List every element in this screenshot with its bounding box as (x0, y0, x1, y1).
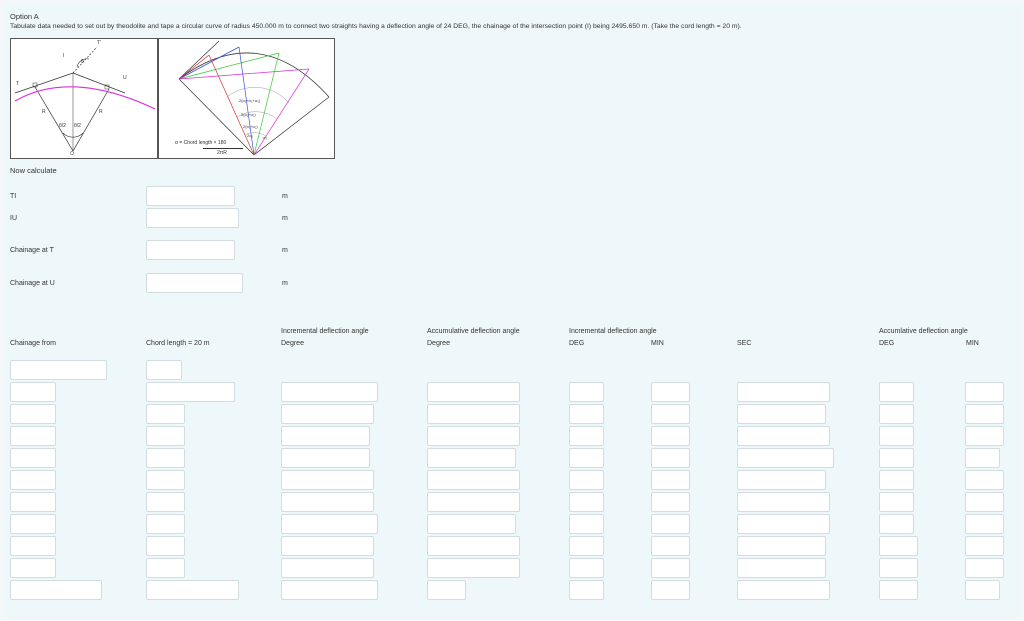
label-t: T (16, 81, 20, 87)
angle-label-4: 2α₁ (247, 133, 253, 138)
calculate-heading: Now calculate (10, 166, 57, 175)
iu-input[interactable] (146, 208, 239, 228)
chainage-input[interactable] (10, 448, 56, 468)
chainage-input[interactable] (10, 382, 56, 402)
calc-unit-chainage-u: m (282, 280, 288, 287)
acc-degree-input[interactable] (427, 470, 520, 490)
acc-min-input[interactable] (965, 536, 1004, 556)
formula-numerator: α = Chord length × 180 (175, 140, 227, 146)
col-header-chainage: Chainage from (10, 340, 56, 347)
inc-sec-input[interactable] (737, 492, 830, 512)
label-theta: θ (81, 59, 84, 65)
col-header-acc-deg: DEG (879, 340, 895, 347)
col-header-acc-top: Accumulative deflection angle (427, 328, 520, 335)
angle-label-2: 2(α₁+α₂) (241, 112, 256, 117)
label-half-left: θ/2 (59, 123, 66, 129)
label-t-prime: T' (97, 40, 102, 46)
figure-deflection-diagram (158, 38, 335, 159)
chainage-u-input[interactable] (146, 273, 243, 293)
inc-deg-input[interactable] (569, 470, 604, 490)
acc-min-input[interactable] (965, 404, 1004, 424)
inc-sec-input[interactable] (737, 514, 830, 534)
inc-min-input[interactable] (651, 448, 690, 468)
chord-input[interactable] (146, 558, 185, 578)
inc-min-input[interactable] (651, 514, 690, 534)
chainage-input[interactable] (10, 514, 56, 534)
acc-deg-input[interactable] (879, 470, 914, 490)
calc-label-ti: TI (10, 193, 17, 200)
inc-degree-input[interactable] (281, 404, 374, 424)
inc-deg-input[interactable] (569, 558, 604, 578)
question-panel (4, 4, 1022, 618)
chord-input[interactable] (146, 536, 185, 556)
chainage-input[interactable] (10, 426, 56, 446)
curve-diagram-svg (11, 39, 157, 158)
col-header-incdms-top: Incremental deflection angle (569, 328, 657, 335)
label-i: I (63, 53, 65, 59)
chainage-input[interactable] (10, 580, 102, 600)
col-header-deg: DEG (569, 340, 585, 347)
acc-degree-input[interactable] (427, 580, 466, 600)
chord-input[interactable] (146, 470, 185, 490)
inc-min-input[interactable] (651, 558, 690, 578)
inc-deg-input[interactable] (569, 426, 604, 446)
acc-min-input[interactable] (965, 426, 1004, 446)
label-r-left: R (42, 109, 46, 115)
inc-sec-input[interactable] (737, 558, 826, 578)
col-header-accdms-top: Accumlative deflection angle (879, 328, 968, 335)
inc-deg-input[interactable] (569, 448, 604, 468)
inc-sec-input[interactable] (737, 382, 830, 402)
chord-input[interactable] (146, 426, 185, 446)
chord-input[interactable] (146, 492, 185, 512)
inc-deg-input[interactable] (569, 404, 604, 424)
calc-unit-ti: m (282, 193, 288, 200)
inc-degree-input[interactable] (281, 558, 374, 578)
chainage-input[interactable] (10, 470, 56, 490)
calc-label-chainage-t: Chainage at T (10, 247, 54, 254)
inc-min-input[interactable] (651, 426, 690, 446)
inc-min-input[interactable] (651, 470, 690, 490)
acc-deg-input[interactable] (879, 514, 914, 534)
col-header-inc-top: Incremental deflection angle (281, 328, 369, 335)
chord-input[interactable] (146, 448, 185, 468)
acc-min-input[interactable] (965, 470, 1004, 490)
col-header-inc-bottom: Degree (281, 340, 304, 347)
col-header-acc-bottom: Degree (427, 340, 450, 347)
inc-degree-input[interactable] (281, 382, 378, 402)
calc-unit-chainage-t: m (282, 247, 288, 254)
inc-sec-input[interactable] (737, 470, 826, 490)
chord-input-start[interactable] (146, 360, 182, 380)
formula-denominator: 2πR (217, 150, 227, 156)
acc-degree-input[interactable] (427, 404, 520, 424)
acc-deg-input[interactable] (879, 404, 914, 424)
chainage-input[interactable] (10, 536, 56, 556)
chainage-input[interactable] (10, 558, 56, 578)
inc-degree-input[interactable] (281, 580, 378, 600)
label-r-right: R (99, 109, 103, 115)
figure-curve-diagram (10, 38, 158, 159)
acc-min-input[interactable] (965, 382, 1004, 402)
acc-deg-input[interactable] (879, 492, 914, 512)
angle-label-1: 2(α₁+α₂+α₃) (239, 98, 261, 103)
option-label: Option A (10, 12, 39, 21)
col-header-acc-min: MIN (966, 340, 979, 347)
chainage-input[interactable] (10, 492, 56, 512)
label-u: U (123, 75, 127, 81)
acc-deg-input[interactable] (879, 448, 914, 468)
inc-sec-input[interactable] (737, 404, 826, 424)
calc-label-iu: IU (10, 215, 17, 222)
acc-min-input[interactable] (965, 514, 1004, 534)
formula-bar (203, 148, 243, 149)
acc-deg-input[interactable] (879, 382, 914, 402)
acc-min-input[interactable] (965, 492, 1004, 512)
acc-degree-input[interactable] (427, 426, 520, 446)
inc-sec-input[interactable] (737, 426, 830, 446)
inc-degree-input[interactable] (281, 448, 370, 468)
calc-label-chainage-u: Chainage at U (10, 280, 55, 287)
chainage-input[interactable] (10, 404, 56, 424)
acc-min-input[interactable] (965, 580, 1000, 600)
acc-deg-input[interactable] (879, 580, 918, 600)
question-text: Tabulate data needed to set out by theodolite and tape a circular curve of radius 450.000 m to connect two straights having a deflection angle of 24 DEG, the chainage of the intersection point (I) being 2495.650 m. (Take the cord length = 20 m). (10, 23, 742, 30)
inc-min-input[interactable] (651, 382, 690, 402)
chord-input[interactable] (146, 404, 185, 424)
acc-min-input[interactable] (965, 558, 1004, 578)
inc-degree-input[interactable] (281, 536, 374, 556)
acc-deg-input[interactable] (879, 536, 918, 556)
chord-input[interactable] (146, 580, 239, 600)
inc-deg-input[interactable] (569, 580, 604, 600)
ti-input[interactable] (146, 186, 235, 206)
acc-min-input[interactable] (965, 448, 1000, 468)
inc-deg-input[interactable] (569, 536, 604, 556)
angle-label-5: α₃ (263, 135, 267, 140)
acc-degree-input[interactable] (427, 536, 520, 556)
inc-sec-input[interactable] (737, 580, 830, 600)
acc-degree-input[interactable] (427, 558, 520, 578)
inc-degree-input[interactable] (281, 470, 374, 490)
inc-sec-input[interactable] (737, 536, 826, 556)
acc-degree-input[interactable] (427, 492, 520, 512)
col-header-min: MIN (651, 340, 664, 347)
acc-deg-input[interactable] (879, 426, 914, 446)
inc-degree-input[interactable] (281, 492, 374, 512)
acc-degree-input[interactable] (427, 382, 520, 402)
acc-degree-input[interactable] (427, 448, 516, 468)
inc-min-input[interactable] (651, 536, 690, 556)
chainage-t-input[interactable] (146, 240, 235, 260)
chord-input[interactable] (146, 514, 185, 534)
inc-deg-input[interactable] (569, 492, 604, 512)
col-header-sec: SEC (737, 340, 752, 347)
label-half-right: θ/2 (74, 123, 81, 129)
label-o: O (70, 151, 74, 157)
inc-degree-input[interactable] (281, 514, 378, 534)
col-header-chord: Chord length = 20 m (146, 340, 210, 347)
inc-min-input[interactable] (651, 492, 690, 512)
calc-unit-iu: m (282, 215, 288, 222)
acc-degree-input[interactable] (427, 514, 516, 534)
inc-degree-input[interactable] (281, 426, 370, 446)
inc-deg-input[interactable] (569, 382, 604, 402)
inc-min-input[interactable] (651, 580, 690, 600)
chainage-input-start[interactable] (10, 360, 107, 380)
chord-input[interactable] (146, 382, 235, 402)
inc-sec-input[interactable] (737, 448, 834, 468)
inc-min-input[interactable] (651, 404, 690, 424)
angle-label-3: 2(α₁+α₂) (243, 124, 258, 129)
inc-deg-input[interactable] (569, 514, 604, 534)
acc-deg-input[interactable] (879, 558, 918, 578)
